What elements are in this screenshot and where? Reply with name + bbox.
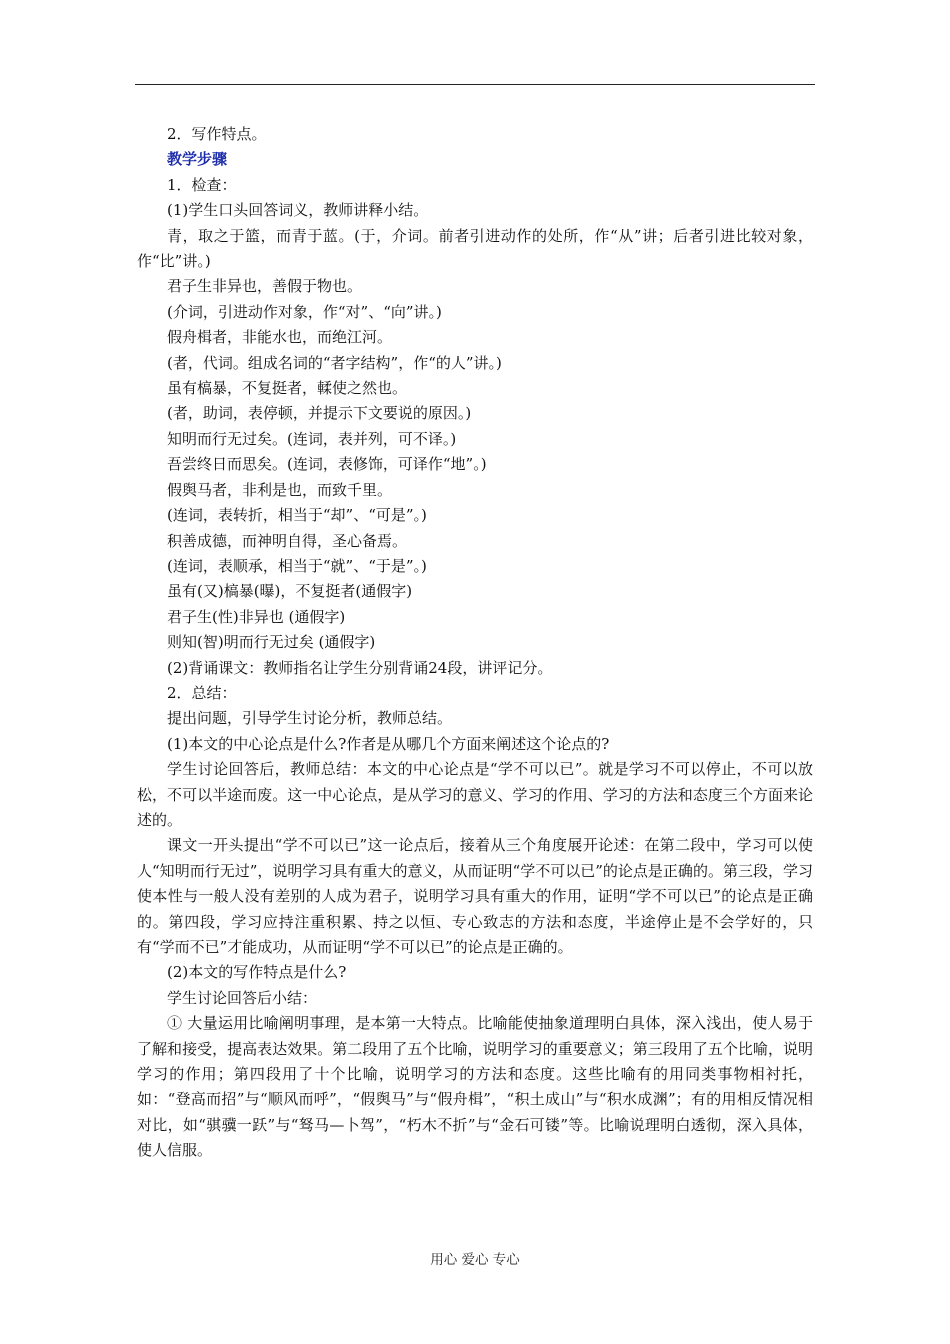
paragraph: (1)本文的中心论点是什么?作者是从哪几个方面来阐述这个论点的? (167, 734, 610, 753)
paragraph: 虽有(又)槁暴(曝)，不复挺者(通假字) (167, 582, 413, 601)
step-summary-heading: 2．总结： (167, 683, 237, 702)
paragraph: 学生讨论回答后小结： (167, 988, 318, 1007)
paragraph: (1)学生口头回答词义，教师讲释小结。 (167, 201, 429, 220)
paragraph: 假舆马者，非利是也，而致千里。 (167, 480, 393, 499)
paragraph: (连词，表顺承，相当于“就”、“于是”。) (167, 556, 427, 575)
paragraph: 吾尝终日而思矣。(连词，表修饰，可译作“地”。) (167, 455, 487, 474)
paragraph: 君子生非异也，善假于物也。 (167, 277, 363, 296)
paragraph: (2)背诵课文：教师指名让学生分别背诵24段，讲评记分。 (167, 658, 553, 677)
paragraph: 君子生(性)非异也 (通假字) (167, 607, 346, 626)
paragraph: (2)本文的写作特点是什么? (167, 963, 347, 982)
header-rule (135, 84, 815, 85)
paragraph: 积善成德，而神明自得，圣心备焉。 (167, 531, 408, 550)
step-check-heading: 1．检查： (167, 175, 237, 194)
paragraph: 课文一开头提出“学不可以已”这一论点后，接着从三个角度展开论述：在第二段中，学习可以使人“知明而行无过”，说明学习具有重大的意义，从而证明“学不可以已”的论点是正确的。第三段，学习使本性与一般人没有差别的人成为君子，说明学习具有重大的作用，证明“学不可以已”的论点是正确的。第四段，学习应持注重积累、持之以恒、专心致志的方法和态度，半途停止是不会学好的，只有“学而不已”才能成功，从而证明“学不可以已”的论点是正确的。 (137, 836, 813, 956)
paragraph: 青，取之于篮，而青于蓝。(于，介词。前者引进动作的处所，作“从”讲；后者引进比较对象，作“比”讲。) (137, 226, 813, 271)
section-heading-teaching-steps: 教学步骤 (167, 150, 228, 169)
paragraph: (者，助词，表停顿，并提示下文要说的原因。) (167, 404, 472, 423)
paragraph: 虽有槁暴，不复挺者，輮使之然也。 (167, 379, 408, 398)
paragraph: (介词，引进动作对象，作“对”、“向”讲。) (167, 302, 442, 321)
paragraph: 知明而行无过矣。(连词，表并列，可不译。) (167, 429, 457, 448)
section-item-writing-features: 2．写作特点。 (167, 125, 267, 143)
paragraph: 则知(智)明而行无过矣 (通假字) (167, 633, 376, 652)
paragraph: ① 大量运用比喻阐明事理，是本第一大特点。比喻能使抽象道理明白具体，深入浅出，使人易于了解和接受，提高表达效果。第二段用了五个比喻，说明学习的重要意义；第三段用了五个比喻，说明学习的作用；第四段用了十个比喻，说明学习的方法和态度。这些比喻有的用同类事物相衬托，如：“登高而招”与“顺风而呼”，“假舆马”与“假舟楫”，“积土成山”与“积水成渊”；有的用相反情况相对比，如“骐骥一跃”与“驽马—卜驾”，“朽木不折”与“金石可镂”等。比喻说理明白透彻，深入具体，使人信服。 (137, 1014, 813, 1160)
page-footer: 用心 爱心 专心 (430, 1252, 520, 1268)
paragraph: 提出问题，引导学生讨论分析，教师总结。 (167, 709, 453, 728)
document-body (137, 122, 813, 1164)
paragraph: 假舟楫者，非能水也，而绝江河。 (167, 328, 393, 347)
paragraph: (连词，表转折，相当于“却”、“可是”。) (167, 506, 427, 525)
paragraph: (者，代词。组成名词的“者字结构”，作“的人”讲。) (167, 353, 502, 372)
paragraph: 学生讨论回答后，教师总结：本文的中心论点是“学不可以已”。就是学习不可以停止，不可以放松，不可以半途而废。这一中心论点，是从学习的意义、学习的作用、学习的方法和态度三个方面来论述的。 (137, 760, 813, 829)
